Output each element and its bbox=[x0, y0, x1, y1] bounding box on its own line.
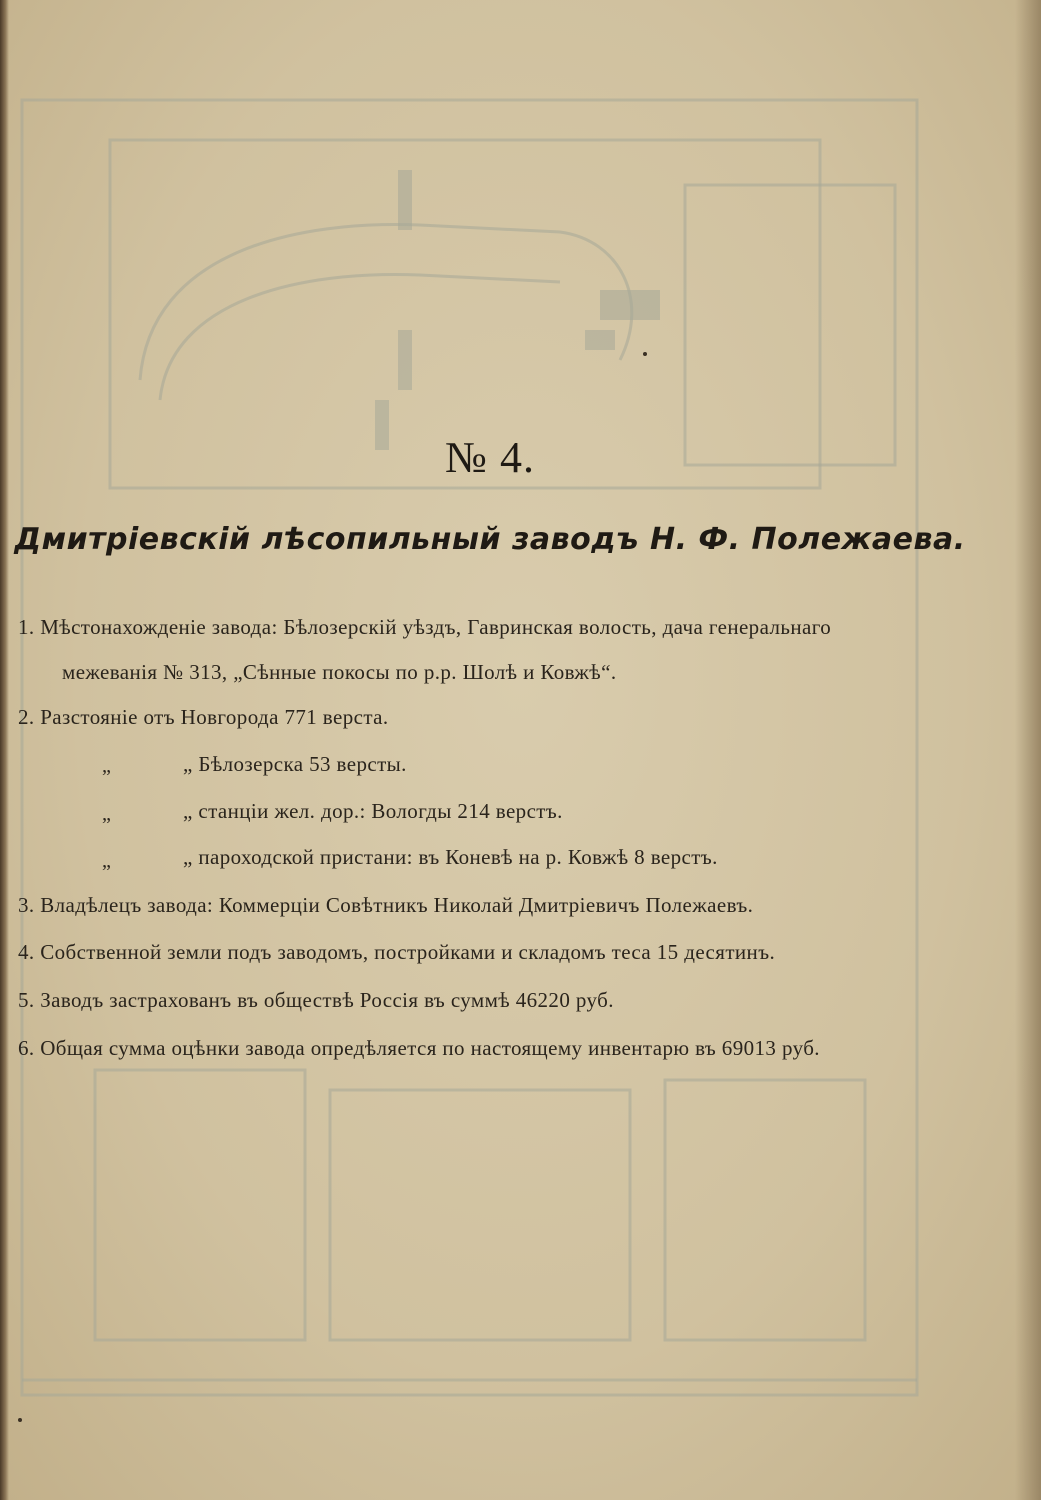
ditto-mark: „ bbox=[102, 755, 111, 777]
item-2-line-4: „ пароходской пристани: въ Коневѣ на р. Ковжѣ 8 верстъ. bbox=[183, 845, 718, 869]
item-3: 3. Владѣлецъ завода: Коммерціи Совѣтникъ Николай Дмитріевичъ Полежаевъ. bbox=[18, 893, 754, 917]
item-1-line-1: 1. Мѣстонахожденіе завода: Бѣлозерскій уѣздъ, Гавринская волость, дача генеральнаго bbox=[18, 615, 832, 639]
speck bbox=[18, 1418, 22, 1422]
item-4: 4. Собственной земли подъ заводомъ, постройками и складомъ теса 15 десятинъ. bbox=[18, 940, 776, 964]
item-2-line-3: „ станціи жел. дор.: Вологды 214 верстъ. bbox=[183, 799, 563, 823]
item-2-line-1: 2. Разстояніе отъ Новгорода 771 верста. bbox=[18, 705, 389, 729]
document-number: № 4. bbox=[445, 433, 535, 482]
item-1-line-2: межеванія № 313, „Сѣнные покосы по р.р. Шолѣ и Ковжѣ“. bbox=[62, 660, 617, 684]
ditto-mark: „ bbox=[102, 803, 111, 825]
speck bbox=[643, 352, 647, 356]
document-heading: Дмитріевскій лѣсопильный заводъ Н. Ф. Полежаева. bbox=[14, 522, 966, 557]
item-2-line-2: „ Бѣлозерска 53 версты. bbox=[183, 752, 407, 776]
ditto-mark: „ bbox=[102, 850, 111, 872]
item-5: 5. Заводъ застрахованъ въ обществѣ Россія въ суммѣ 46220 руб. bbox=[18, 988, 614, 1012]
item-6: 6. Общая сумма оцѣнки завода опредѣляется по настоящему инвентарю въ 69013 руб. bbox=[18, 1036, 820, 1060]
